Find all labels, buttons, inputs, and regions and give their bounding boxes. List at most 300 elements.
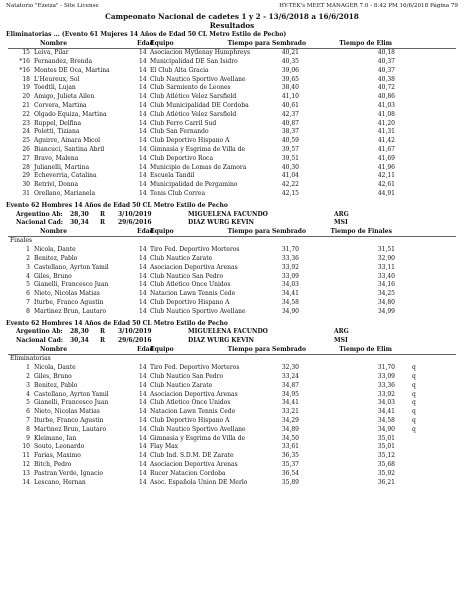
age: 14 bbox=[139, 189, 147, 197]
record-line bbox=[0, 211, 464, 220]
table-row bbox=[0, 479, 464, 488]
team: Club Ferro Carril Sud bbox=[150, 119, 217, 127]
table-row bbox=[0, 128, 464, 137]
seed-time: 32,30 bbox=[281, 364, 299, 372]
record-date: 3/10/2019 bbox=[118, 328, 152, 336]
team: Club Atletico Once Unidos bbox=[150, 281, 231, 289]
swimmer-name: Nicola, Dante bbox=[34, 364, 76, 372]
result-time: 35,01 bbox=[377, 443, 395, 451]
place: 30 bbox=[22, 181, 30, 189]
swimmer-name: Poletti, Tiziana bbox=[34, 128, 80, 136]
swimmer-name: Pastran Verde, Ignacio bbox=[34, 469, 104, 477]
record-time: 28,30 bbox=[70, 328, 89, 336]
team: Municipalidad de Pergamino bbox=[150, 181, 238, 189]
team: Club Nautico San Pedro bbox=[150, 372, 224, 380]
table-row bbox=[0, 443, 464, 452]
team: Club Municipalidad DE Cordoba bbox=[150, 101, 249, 109]
team: Tiro Fed. Deportivo Morteros bbox=[150, 364, 240, 372]
table-row bbox=[0, 137, 464, 146]
table-row bbox=[0, 452, 464, 461]
record-tag: R bbox=[100, 219, 105, 227]
swimmer-name: Benitez, Pablo bbox=[34, 381, 78, 389]
result-time: 33,92 bbox=[377, 390, 395, 398]
table-row bbox=[0, 399, 464, 408]
col-age: Edad bbox=[137, 228, 154, 236]
swimmer-name: Julianelli, Martina bbox=[34, 163, 90, 171]
team: Club Ind. S.D.M. DE Zarate bbox=[150, 452, 234, 460]
team: Tenis Club Correa bbox=[150, 189, 206, 197]
seed-time: 40,30 bbox=[281, 163, 299, 171]
age: 14 bbox=[139, 181, 147, 189]
place: 24 bbox=[22, 128, 30, 136]
record-org: ARG bbox=[334, 328, 349, 336]
place: 28 bbox=[22, 163, 30, 171]
result-time: 32,90 bbox=[377, 255, 395, 262]
place: 4 bbox=[26, 390, 30, 398]
event-title-text: Eliminatorias ... (Evento 61 Mujeres 14 Años de Edad 50 CL Metro Estilo de Pecho) bbox=[6, 31, 287, 38]
section-label-text: Finales bbox=[10, 237, 33, 245]
team: Club Nautico Sportivo Avellane bbox=[150, 75, 246, 83]
record-tag: R bbox=[100, 328, 105, 336]
age: 14 bbox=[139, 57, 147, 65]
result-time: 31,51 bbox=[377, 246, 395, 254]
seed-time: 34,89 bbox=[281, 425, 299, 433]
record-org: ARG bbox=[334, 210, 349, 218]
place: 10 bbox=[22, 443, 30, 451]
record-line bbox=[0, 337, 464, 346]
event-title bbox=[0, 202, 464, 211]
qualifier-mark: q bbox=[412, 425, 416, 433]
place: 2 bbox=[26, 372, 30, 380]
age: 14 bbox=[139, 408, 147, 416]
place: 2 bbox=[26, 255, 30, 262]
team: Municipalidad DE San Isidro bbox=[150, 57, 238, 65]
table-row bbox=[0, 281, 464, 290]
age: 14 bbox=[139, 246, 147, 254]
table-row bbox=[0, 155, 464, 164]
place: 22 bbox=[22, 110, 30, 118]
age: 14 bbox=[139, 145, 147, 153]
result-time: 35,92 bbox=[377, 469, 395, 477]
place: 11 bbox=[22, 452, 30, 460]
swimmer-name: Leiva, Pilar bbox=[34, 49, 69, 57]
place: *16 bbox=[19, 66, 30, 74]
record-label: Argentino Ab: bbox=[16, 210, 63, 218]
swimmer-name: Iturbe, Franco Agustin bbox=[34, 416, 104, 424]
qualifier-mark: q bbox=[412, 372, 416, 380]
qualifier-mark: q bbox=[412, 381, 416, 389]
team: Club Nautico Zarate bbox=[150, 255, 213, 262]
result-time: 34,80 bbox=[377, 299, 395, 306]
age: 14 bbox=[139, 110, 147, 118]
team: Club Deportivo Roca bbox=[150, 154, 214, 162]
table-row bbox=[0, 273, 464, 282]
swimmer-name: Castellano, Ayrton Yamil bbox=[34, 390, 109, 398]
seed-time: 34,58 bbox=[281, 299, 299, 306]
table-row bbox=[0, 146, 464, 155]
swimmer-name: Echeverria, Catalina bbox=[34, 172, 97, 180]
place: 8 bbox=[26, 425, 30, 433]
team: Natacion Lawn Tennis Cede bbox=[150, 408, 236, 416]
page-header bbox=[6, 3, 458, 12]
col-team: Equipo bbox=[150, 228, 174, 236]
age: 14 bbox=[139, 290, 147, 298]
seed-time: 34,03 bbox=[281, 281, 299, 289]
age: 14 bbox=[139, 255, 147, 262]
record-date: 3/10/2019 bbox=[118, 210, 152, 218]
record-org: MSI bbox=[334, 219, 348, 227]
team: Club Deportivo Hispano A bbox=[150, 137, 230, 145]
place: 1 bbox=[26, 364, 30, 372]
result-time: 34,41 bbox=[377, 408, 395, 416]
place: 7 bbox=[26, 299, 30, 306]
col-seed: Tiempo para Sembrado bbox=[227, 39, 306, 47]
swimmer-name: Montes DE Oca, Martina bbox=[34, 66, 110, 74]
place: 5 bbox=[26, 281, 30, 289]
age: 14 bbox=[139, 172, 147, 180]
age: 14 bbox=[139, 434, 147, 442]
record-line bbox=[0, 219, 464, 228]
swimmer-name: Souto, Leonardo bbox=[34, 443, 85, 451]
swimmer-name: Gianelli, Francesco Juan bbox=[34, 399, 109, 407]
team: Club Atlético Velez Sarsfield bbox=[150, 93, 237, 101]
swimmer-name: Martinez Brun, Lautaro bbox=[34, 307, 107, 315]
result-time: 42,11 bbox=[377, 172, 395, 180]
seed-time: 34,41 bbox=[281, 399, 299, 407]
team: Asociacion Mytlenay Humphreys bbox=[150, 49, 251, 57]
software-info: HY-TEK's MEET MANAGER 7.0 - 8:42 PM 16/6/2018 Página 79 bbox=[279, 3, 458, 9]
swimmer-name: Nieto, Nicolas Matias bbox=[34, 408, 100, 416]
seed-time: 40,59 bbox=[281, 137, 299, 145]
team: Asociacion Deportiva Arenas bbox=[150, 460, 238, 468]
seed-time: 42,22 bbox=[281, 181, 299, 189]
result-time: 31,70 bbox=[377, 364, 395, 372]
result-time: 34,16 bbox=[377, 281, 395, 289]
team: Asoc. Española Union DE Merlo bbox=[150, 478, 248, 486]
col-seed: Tiempo para Sembrado bbox=[227, 228, 306, 236]
result-time: 41,31 bbox=[377, 128, 395, 136]
place: 6 bbox=[26, 408, 30, 416]
col-team: Equipo bbox=[150, 346, 174, 353]
age: 14 bbox=[139, 119, 147, 127]
age: 14 bbox=[139, 128, 147, 136]
record-tag: R bbox=[100, 337, 105, 345]
seed-time: 39,65 bbox=[281, 75, 299, 83]
seed-time: 33,21 bbox=[281, 408, 299, 416]
result-time: 33,40 bbox=[377, 272, 395, 280]
record-holder: MIGUELENA FACUNDO bbox=[188, 210, 268, 218]
table-row bbox=[0, 408, 464, 417]
seed-time: 35,89 bbox=[281, 478, 299, 486]
result-time: 35,12 bbox=[377, 452, 395, 460]
place: 1 bbox=[26, 246, 30, 254]
swimmer-name: Fernandez, Brenda bbox=[34, 57, 93, 65]
seed-time: 36,54 bbox=[281, 469, 299, 477]
result-time: 34,58 bbox=[377, 416, 395, 424]
age: 14 bbox=[139, 372, 147, 380]
result-time: 35,68 bbox=[377, 460, 395, 468]
team: Club Nautico San Pedro bbox=[150, 272, 224, 280]
place: 26 bbox=[22, 145, 30, 153]
age: 14 bbox=[139, 452, 147, 460]
result-time: 40,37 bbox=[377, 57, 395, 65]
swimmer-name: Bitch, Pedro bbox=[34, 460, 72, 468]
qualifier-mark: q bbox=[412, 390, 416, 398]
place: 3 bbox=[26, 263, 30, 271]
col-age: Edad bbox=[137, 39, 154, 47]
swimmer-name: Castellano, Ayrton Yamil bbox=[34, 263, 109, 271]
swimmer-name: Kleimane, Ian bbox=[34, 434, 77, 442]
place: 27 bbox=[22, 154, 30, 162]
qualifier-mark: q bbox=[412, 416, 416, 424]
age: 14 bbox=[139, 478, 147, 486]
meet-title: Campeonato Nacional de cadetes 1 y 2 - 13/6/2018 a 16/6/2018 bbox=[105, 12, 359, 21]
col-name: Nombre bbox=[40, 346, 68, 353]
swimmer-name: Nicola, Dante bbox=[34, 246, 76, 254]
team: Gimnasia y Esgrima de Villa de bbox=[150, 145, 246, 153]
seed-time: 33,92 bbox=[281, 263, 299, 271]
place: 12 bbox=[22, 460, 30, 468]
age: 14 bbox=[139, 272, 147, 280]
team: Municipio de Lomas de Zamora bbox=[150, 163, 247, 171]
table-row bbox=[0, 93, 464, 102]
team: Asociacion Deportiva Arenas bbox=[150, 390, 238, 398]
swimmer-name: Martinez Brun, Lautaro bbox=[34, 425, 107, 433]
place: 20 bbox=[22, 93, 30, 101]
age: 14 bbox=[139, 154, 147, 162]
table-row bbox=[0, 461, 464, 470]
col-team: Equipo bbox=[150, 39, 174, 47]
age: 14 bbox=[139, 137, 147, 145]
record-date: 29/6/2016 bbox=[118, 219, 152, 227]
team: Gimnasia y Esgrima de Villa de bbox=[150, 434, 246, 442]
seed-time: 34,95 bbox=[281, 390, 299, 398]
seed-time: 36,35 bbox=[281, 452, 299, 460]
result-time: 33,09 bbox=[377, 372, 395, 380]
table-row bbox=[0, 417, 464, 426]
place: 5 bbox=[26, 399, 30, 407]
age: 14 bbox=[139, 381, 147, 389]
swimmer-name: Iturbe, Franco Agustin bbox=[34, 299, 104, 306]
event-title-text: Evento 62 Hombres 14 Años de Edad 50 CL Metro Estilo de Pecho bbox=[6, 319, 228, 327]
table-row bbox=[0, 290, 464, 299]
age: 14 bbox=[139, 93, 147, 101]
place: *16 bbox=[19, 57, 30, 65]
table-row bbox=[0, 308, 464, 317]
result-time: 34,25 bbox=[377, 290, 395, 298]
col-seed: Tiempo para Sembrado bbox=[227, 346, 306, 353]
result-time: 36,21 bbox=[377, 478, 395, 486]
age: 14 bbox=[139, 163, 147, 171]
result-time: 41,67 bbox=[377, 145, 395, 153]
team: Club Deportivo Hispano A bbox=[150, 416, 230, 424]
age: 14 bbox=[139, 460, 147, 468]
place: 4 bbox=[26, 272, 30, 280]
col-name: Nombre bbox=[40, 228, 68, 236]
record-line bbox=[0, 328, 464, 337]
seed-time: 34,87 bbox=[281, 381, 299, 389]
table-row bbox=[0, 111, 464, 120]
team: Natacion Lawn Tennis Cede bbox=[150, 290, 236, 298]
swimmer-name: Amigo, Julieta Ailen bbox=[34, 93, 95, 101]
table-row bbox=[0, 67, 464, 76]
place: 14 bbox=[22, 478, 30, 486]
table-row bbox=[0, 172, 464, 181]
seed-time: 38,40 bbox=[281, 84, 299, 92]
seed-time: 39,06 bbox=[281, 66, 299, 74]
result-time: 33,36 bbox=[377, 381, 395, 389]
table-row bbox=[0, 58, 464, 67]
seed-time: 33,09 bbox=[281, 272, 299, 280]
record-date: 29/6/2016 bbox=[118, 337, 152, 345]
age: 14 bbox=[139, 66, 147, 74]
table-row bbox=[0, 246, 464, 255]
place: 8 bbox=[26, 307, 30, 315]
age: 14 bbox=[139, 390, 147, 398]
swimmer-name: Orellano, Marianela bbox=[34, 189, 96, 197]
age: 14 bbox=[139, 307, 147, 315]
result-time: 41,08 bbox=[377, 110, 395, 118]
col-final: Tiempo de Finales bbox=[330, 228, 392, 236]
section-label-text: Eliminatorias bbox=[10, 355, 51, 363]
record-holder: DIAZ WURG KEVIN bbox=[188, 337, 255, 345]
team: Escuela Tandil bbox=[150, 172, 195, 180]
record-holder: DIAZ WURG KEVIN bbox=[188, 219, 255, 227]
record-holder: MIGUELENA FACUNDO bbox=[188, 328, 268, 336]
record-time: 28,30 bbox=[70, 210, 89, 218]
result-time: 40,38 bbox=[377, 75, 395, 83]
table-row bbox=[0, 470, 464, 479]
place: 18 bbox=[22, 75, 30, 83]
team: Asociacion Deportiva Arenas bbox=[150, 263, 238, 271]
seed-time: 34,29 bbox=[281, 416, 299, 424]
team: Club Nautico Sportivo Avellane bbox=[150, 425, 246, 433]
record-time: 30,34 bbox=[70, 337, 89, 345]
result-time: 40,72 bbox=[377, 84, 395, 92]
seed-time: 38,37 bbox=[281, 128, 299, 136]
age: 14 bbox=[139, 425, 147, 433]
table-row bbox=[0, 382, 464, 391]
record-label: Argentino Ab: bbox=[16, 328, 63, 336]
swimmer-name: Gianelli, Francesco Juan bbox=[34, 281, 109, 289]
swimmer-name: Aguirre, Ainara Micol bbox=[34, 137, 101, 145]
team: Club Atlético Velez Sarsfield bbox=[150, 110, 237, 118]
result-time: 41,96 bbox=[377, 163, 395, 171]
result-time: 44,91 bbox=[377, 189, 395, 197]
seed-time: 33,24 bbox=[281, 372, 299, 380]
place: 13 bbox=[22, 469, 30, 477]
result-time: 42,61 bbox=[377, 181, 395, 189]
age: 14 bbox=[139, 263, 147, 271]
seed-time: 40,61 bbox=[281, 101, 299, 109]
place: 6 bbox=[26, 290, 30, 298]
result-time: 33,11 bbox=[377, 263, 395, 271]
col-age: Edad bbox=[137, 346, 154, 353]
place: 15 bbox=[22, 49, 30, 57]
result-time: 41,20 bbox=[377, 119, 395, 127]
license-text: Natatorio "Ezeiza" - Site License bbox=[6, 3, 99, 9]
swimmer-name: Retriví, Donna bbox=[34, 181, 79, 189]
results-subtitle: Resultados bbox=[209, 21, 255, 30]
age: 14 bbox=[139, 49, 147, 57]
place: 29 bbox=[22, 172, 30, 180]
place: 23 bbox=[22, 119, 30, 127]
swimmer-name: Farias, Maximo bbox=[34, 452, 81, 460]
col-final: Tiempo de Elim bbox=[339, 346, 392, 353]
age: 14 bbox=[139, 101, 147, 109]
table-row bbox=[0, 391, 464, 400]
seed-time: 39,51 bbox=[281, 154, 299, 162]
table-row bbox=[0, 373, 464, 382]
swimmer-name: Biancuci, Santina Abril bbox=[34, 145, 105, 153]
table-row bbox=[0, 255, 464, 264]
swimmer-name: Benitez, Pablo bbox=[34, 255, 78, 262]
record-label: Nacional Cad: bbox=[16, 219, 63, 227]
seed-time: 33,61 bbox=[281, 443, 299, 451]
event-title-text: Evento 62 Hombres 14 Años de Edad 50 CL Metro Estilo de Pecho bbox=[6, 201, 228, 209]
place: 31 bbox=[22, 189, 30, 197]
record-label: Nacional Cad: bbox=[16, 337, 63, 345]
swimmer-name: Giles, Bruno bbox=[34, 372, 72, 380]
age: 14 bbox=[139, 364, 147, 372]
table-row bbox=[0, 299, 464, 308]
result-time: 34,90 bbox=[377, 425, 395, 433]
seed-time: 41,10 bbox=[281, 93, 299, 101]
team: Club Sarmiento de Leones bbox=[150, 84, 231, 92]
seed-time: 33,36 bbox=[281, 255, 299, 262]
swimmer-name: Bravo, Malena bbox=[34, 154, 79, 162]
seed-time: 34,41 bbox=[281, 290, 299, 298]
age: 14 bbox=[139, 469, 147, 477]
age: 14 bbox=[139, 75, 147, 83]
seed-time: 39,57 bbox=[281, 145, 299, 153]
table-row bbox=[0, 76, 464, 85]
team: Club Deportivo Hispano A bbox=[150, 299, 230, 306]
section-label bbox=[0, 355, 464, 364]
seed-time: 40,35 bbox=[281, 57, 299, 65]
team: El Club Alta Gracia bbox=[150, 66, 209, 74]
team: Flay Max bbox=[150, 443, 179, 451]
swimmer-name: L'Heureux, Sol bbox=[34, 75, 80, 83]
qualifier-mark: q bbox=[412, 364, 416, 372]
table-row bbox=[0, 181, 464, 190]
table-row bbox=[0, 435, 464, 444]
result-time: 41,69 bbox=[377, 154, 395, 162]
age: 14 bbox=[139, 399, 147, 407]
col-final: Tiempo de Elim bbox=[339, 39, 392, 47]
qualifier-mark: q bbox=[412, 399, 416, 407]
swimmer-name: Corvera, Martina bbox=[34, 101, 87, 109]
team: Tiro Fed. Deportivo Morteros bbox=[150, 246, 240, 254]
result-time: 34,99 bbox=[377, 307, 395, 315]
place: 19 bbox=[22, 84, 30, 92]
record-time: 30,34 bbox=[70, 219, 89, 227]
result-time: 34,03 bbox=[377, 399, 395, 407]
age: 14 bbox=[139, 281, 147, 289]
result-time: 41,03 bbox=[377, 101, 395, 109]
result-time: 41,42 bbox=[377, 137, 395, 145]
swimmer-name: Nieto, Nicolas Matias bbox=[34, 290, 100, 298]
seed-time: 42,37 bbox=[281, 110, 299, 118]
section-label bbox=[0, 237, 464, 246]
result-time: 40,37 bbox=[377, 66, 395, 74]
record-org: MSI bbox=[334, 337, 348, 345]
record-tag: R bbox=[100, 210, 105, 218]
age: 14 bbox=[139, 416, 147, 424]
result-time: 40,86 bbox=[377, 93, 395, 101]
swimmer-name: Toedtli, Lujan bbox=[34, 84, 76, 92]
team: Club Nautico Sportivo Avellane bbox=[150, 307, 246, 315]
